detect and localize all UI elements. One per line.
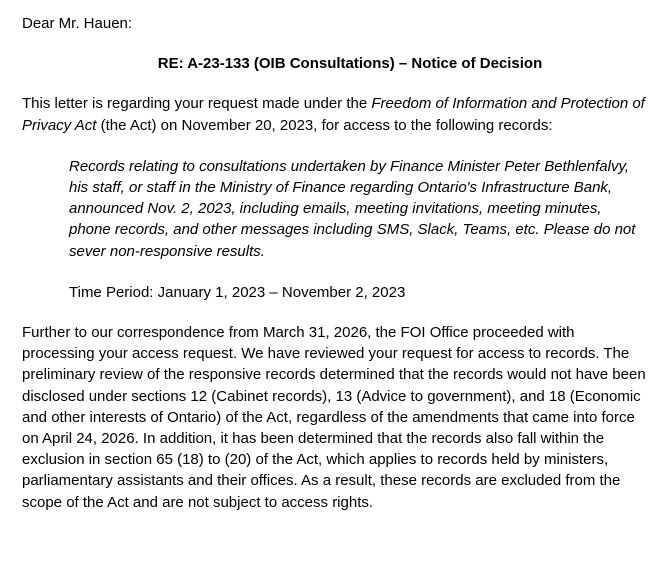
subject-line: RE: A-23-133 (OIB Consultations) – Notice of Decision [157, 55, 543, 73]
salutation: Dear Mr. Hauen: [22, 15, 133, 32]
time-period: Time Period: January 1, 2023 – November 2, 2023 [69, 283, 406, 301]
decision-paragraph: Further to our correspondence from March 31, 2026, the FOI Office proceeded with processing your access request. We have reviewed your request for access to records. The preliminary review of the responsive records determined that the records would not have been disclosed under sections 12 (Cabinet records), 13 (Advice to government), and 18 (Economic and other interests of Ontario) of the Act, regardless of the amendments that came into force on April 24, 2026. In addition, it has been determined that the records also fall within the exclusion in section 65 (18) to (20) of the Act, which applies to records held by ministers, parliamentary assistants and their offices. As a result, these records are excluded from the scope of the Act and are not subject to access rights. [22, 324, 646, 511]
intro-text-end: (the Act) on November 20, 2023, for access to the following records: [96, 116, 553, 134]
intro-text-start: This letter is regarding your request made under the [22, 95, 372, 113]
intro-paragraph [22, 93, 650, 135]
act-name: Freedom of Information and Protection of Privacy Act [22, 95, 645, 134]
request-quote: Records relating to consultations undertaken by Finance Minister Peter Bethlenfalvy, his staff, or staff in the Ministry of Finance regarding Ontario's Infrastructure Bank, announced Nov. 2, 2023, including emails, meeting invitations, meeting minutes, phone records, and other messages including SMS, Slack, Teams, etc. Please do not sever non-responsive results. [69, 157, 636, 260]
letter-page [22, 13, 650, 513]
